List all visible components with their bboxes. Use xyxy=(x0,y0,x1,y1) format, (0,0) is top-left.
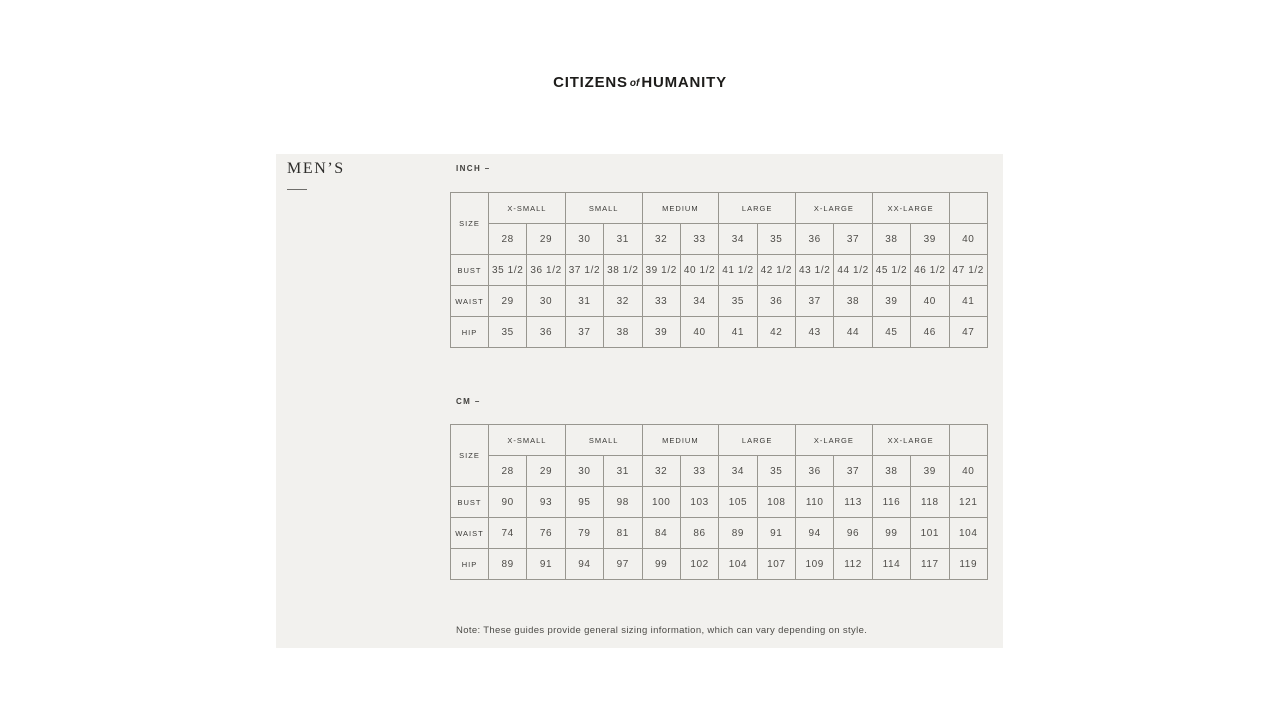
size-group-header-row xyxy=(451,193,988,224)
measurement-value-cell: 37 xyxy=(796,286,834,317)
measurement-value-cell: 43 1/2 xyxy=(796,255,834,286)
measurement-value-cell: 31 xyxy=(565,286,603,317)
size-number-cell: 36 xyxy=(796,456,834,487)
measurement-value-cell: 42 xyxy=(757,317,795,348)
size-header-cell: SIZE xyxy=(451,425,489,487)
measurement-value-cell: 35 1/2 xyxy=(489,255,527,286)
measurement-value-cell: 39 xyxy=(642,317,680,348)
measurement-value-cell: 84 xyxy=(642,518,680,549)
measurement-value-cell: 41 xyxy=(949,286,988,317)
nav-mens-link[interactable] xyxy=(287,160,345,190)
measurement-value-cell: 39 xyxy=(872,286,910,317)
measurement-value-cell: 113 xyxy=(834,487,872,518)
measurement-value-cell: 94 xyxy=(796,518,834,549)
measurement-value-cell: 40 xyxy=(680,317,718,348)
inch-size-table xyxy=(450,192,988,348)
sizing-note: Note: These guides provide general sizing information, which can vary depending on style. xyxy=(456,625,868,636)
measurement-value-cell: 97 xyxy=(604,549,642,580)
measurement-value-cell: 99 xyxy=(872,518,910,549)
measurement-value-cell: 38 1/2 xyxy=(604,255,642,286)
measurement-value-cell: 33 xyxy=(642,286,680,317)
logo-word-humanity: HUMANITY xyxy=(641,74,727,91)
measurement-value-cell: 36 xyxy=(527,317,565,348)
measurement-value-cell: 46 1/2 xyxy=(911,255,949,286)
measurement-value-cell: 44 1/2 xyxy=(834,255,872,286)
measurement-value-cell: 38 xyxy=(834,286,872,317)
measurement-row xyxy=(451,487,988,518)
size-group-header: MEDIUM xyxy=(642,425,719,456)
measurement-value-cell: 36 1/2 xyxy=(527,255,565,286)
measurement-row-label: WAIST xyxy=(451,286,489,317)
size-group-header-empty xyxy=(949,425,988,456)
nav-active-dash xyxy=(287,189,307,190)
size-group-header: X-SMALL xyxy=(489,425,566,456)
size-number-cell: 31 xyxy=(604,224,642,255)
size-number-cell: 40 xyxy=(949,456,988,487)
measurement-value-cell: 41 1/2 xyxy=(719,255,757,286)
measurement-value-cell: 40 xyxy=(911,286,949,317)
measurement-value-cell: 35 xyxy=(489,317,527,348)
size-number-cell: 32 xyxy=(642,456,680,487)
measurement-value-cell: 89 xyxy=(719,518,757,549)
measurement-value-cell: 108 xyxy=(757,487,795,518)
size-number-cell: 39 xyxy=(911,224,949,255)
size-group-header: X-LARGE xyxy=(796,425,873,456)
measurement-value-cell: 105 xyxy=(719,487,757,518)
size-group-header-row xyxy=(451,425,988,456)
measurement-value-cell: 39 1/2 xyxy=(642,255,680,286)
measurement-value-cell: 43 xyxy=(796,317,834,348)
measurement-value-cell: 42 1/2 xyxy=(757,255,795,286)
measurement-row xyxy=(451,286,988,317)
measurement-value-cell: 89 xyxy=(489,549,527,580)
measurement-value-cell: 47 xyxy=(949,317,988,348)
measurement-value-cell: 107 xyxy=(757,549,795,580)
measurement-value-cell: 93 xyxy=(527,487,565,518)
size-number-cell: 35 xyxy=(757,456,795,487)
measurement-value-cell: 104 xyxy=(719,549,757,580)
size-number-cell: 32 xyxy=(642,224,680,255)
measurement-value-cell: 100 xyxy=(642,487,680,518)
measurement-row xyxy=(451,317,988,348)
size-number-cell: 37 xyxy=(834,224,872,255)
measurement-value-cell: 91 xyxy=(527,549,565,580)
measurement-value-cell: 95 xyxy=(565,487,603,518)
measurement-value-cell: 37 xyxy=(565,317,603,348)
cm-size-table xyxy=(450,424,988,580)
size-number-cell: 29 xyxy=(527,224,565,255)
measurement-value-cell: 99 xyxy=(642,549,680,580)
measurement-value-cell: 81 xyxy=(604,518,642,549)
size-number-cell: 40 xyxy=(949,224,988,255)
size-number-cell: 37 xyxy=(834,456,872,487)
measurement-value-cell: 103 xyxy=(680,487,718,518)
size-number-row xyxy=(451,224,988,255)
measurement-value-cell: 104 xyxy=(949,518,988,549)
measurement-value-cell: 98 xyxy=(604,487,642,518)
size-number-cell: 28 xyxy=(489,224,527,255)
measurement-value-cell: 47 1/2 xyxy=(949,255,988,286)
logo-word-citizens: CITIZENS xyxy=(553,74,628,91)
size-number-cell: 34 xyxy=(719,456,757,487)
size-guide-panel xyxy=(276,154,1003,648)
measurement-value-cell: 109 xyxy=(796,549,834,580)
cm-table-label: CM – xyxy=(456,397,481,406)
measurement-value-cell: 38 xyxy=(604,317,642,348)
size-group-header-empty xyxy=(949,193,988,224)
measurement-row-label: HIP xyxy=(451,317,489,348)
measurement-value-cell: 96 xyxy=(834,518,872,549)
measurement-row xyxy=(451,549,988,580)
measurement-value-cell: 101 xyxy=(911,518,949,549)
size-number-row xyxy=(451,456,988,487)
measurement-value-cell: 36 xyxy=(757,286,795,317)
logo-word-of: of xyxy=(629,78,640,89)
measurement-value-cell: 37 1/2 xyxy=(565,255,603,286)
size-number-cell: 33 xyxy=(680,456,718,487)
measurement-value-cell: 110 xyxy=(796,487,834,518)
size-number-cell: 28 xyxy=(489,456,527,487)
measurement-value-cell: 114 xyxy=(872,549,910,580)
measurement-value-cell: 44 xyxy=(834,317,872,348)
size-group-header: XX-LARGE xyxy=(872,193,949,224)
size-group-header: LARGE xyxy=(719,193,796,224)
size-group-header: MEDIUM xyxy=(642,193,719,224)
measurement-row-label: BUST xyxy=(451,255,489,286)
size-number-cell: 30 xyxy=(565,224,603,255)
measurement-value-cell: 45 1/2 xyxy=(872,255,910,286)
measurement-value-cell: 40 1/2 xyxy=(680,255,718,286)
size-group-header: XX-LARGE xyxy=(872,425,949,456)
measurement-row xyxy=(451,518,988,549)
size-number-cell: 33 xyxy=(680,224,718,255)
measurement-value-cell: 118 xyxy=(911,487,949,518)
size-number-cell: 31 xyxy=(604,456,642,487)
measurement-row-label: HIP xyxy=(451,549,489,580)
measurement-value-cell: 116 xyxy=(872,487,910,518)
measurement-row xyxy=(451,255,988,286)
measurement-value-cell: 45 xyxy=(872,317,910,348)
measurement-value-cell: 46 xyxy=(911,317,949,348)
measurement-value-cell: 32 xyxy=(604,286,642,317)
gender-nav xyxy=(287,160,345,190)
measurement-row-label: WAIST xyxy=(451,518,489,549)
measurement-value-cell: 91 xyxy=(757,518,795,549)
size-number-cell: 39 xyxy=(911,456,949,487)
size-group-header: LARGE xyxy=(719,425,796,456)
measurement-value-cell: 79 xyxy=(565,518,603,549)
size-number-cell: 34 xyxy=(719,224,757,255)
size-number-cell: 30 xyxy=(565,456,603,487)
measurement-value-cell: 94 xyxy=(565,549,603,580)
measurement-value-cell: 86 xyxy=(680,518,718,549)
size-header-cell: SIZE xyxy=(451,193,489,255)
measurement-value-cell: 76 xyxy=(527,518,565,549)
measurement-row-label: BUST xyxy=(451,487,489,518)
size-group-header: X-SMALL xyxy=(489,193,566,224)
measurement-value-cell: 117 xyxy=(911,549,949,580)
measurement-value-cell: 29 xyxy=(489,286,527,317)
size-number-cell: 36 xyxy=(796,224,834,255)
measurement-value-cell: 121 xyxy=(949,487,988,518)
size-group-header: SMALL xyxy=(565,425,642,456)
measurement-value-cell: 30 xyxy=(527,286,565,317)
size-group-header: X-LARGE xyxy=(796,193,873,224)
brand-logo[interactable] xyxy=(0,74,1280,92)
inch-table-label: INCH – xyxy=(456,164,491,173)
size-number-cell: 29 xyxy=(527,456,565,487)
measurement-value-cell: 34 xyxy=(680,286,718,317)
nav-mens-label: MEN’S xyxy=(287,160,345,177)
measurement-value-cell: 119 xyxy=(949,549,988,580)
size-number-cell: 38 xyxy=(872,456,910,487)
measurement-value-cell: 74 xyxy=(489,518,527,549)
measurement-value-cell: 41 xyxy=(719,317,757,348)
measurement-value-cell: 112 xyxy=(834,549,872,580)
measurement-value-cell: 35 xyxy=(719,286,757,317)
size-group-header: SMALL xyxy=(565,193,642,224)
size-number-cell: 35 xyxy=(757,224,795,255)
measurement-value-cell: 90 xyxy=(489,487,527,518)
size-number-cell: 38 xyxy=(872,224,910,255)
measurement-value-cell: 102 xyxy=(680,549,718,580)
